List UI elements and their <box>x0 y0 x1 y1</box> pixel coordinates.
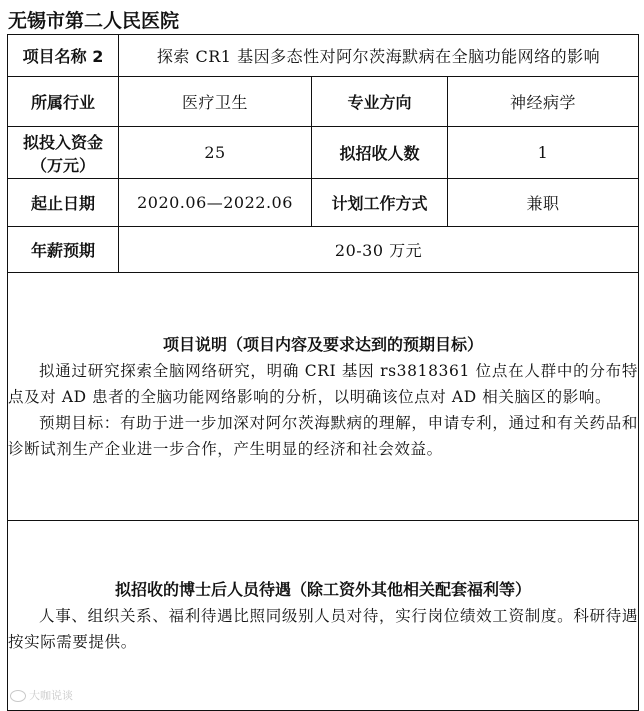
work-mode-label: 计划工作方式 <box>312 179 448 227</box>
dates-value: 2020.06—2022.06 <box>119 179 312 227</box>
recruit-label: 拟招收人数 <box>312 127 448 179</box>
document-title: 无锡市第二人民医院 <box>8 10 180 32</box>
watermark <box>10 687 73 703</box>
row-industry <box>8 77 639 127</box>
funding-label <box>8 127 119 179</box>
description-paragraph-1: 拟通过研究探索全脑网络研究，明确 CRI 基因 rs3818361 位点在人群中的分布特点及对 AD 患者的全脑功能网络影响的分析，以明确该位点对 AD 相关脑区的影响。 <box>8 361 639 406</box>
industry-label: 所属行业 <box>8 77 119 127</box>
industry-value: 医疗卫生 <box>119 77 312 127</box>
project-name-label: 项目名称 2 <box>8 35 119 77</box>
salary-value: 20-30 万元 <box>119 227 639 273</box>
direction-value: 神经病学 <box>448 77 639 127</box>
description-paragraph-2: 预期目标：有助于进一步加深对阿尔茨海默病的理解，申请专利，通过和有关药品和诊断试剂生产企业进一步合作，产生明显的经济和社会效益。 <box>8 413 639 458</box>
description-block <box>8 273 639 521</box>
row-salary <box>8 227 639 273</box>
benefits-block <box>8 521 639 711</box>
recruit-value: 1 <box>448 127 639 179</box>
description-heading: 项目说明（项目内容及要求达到的预期目标） <box>163 334 484 354</box>
dates-label: 起止日期 <box>8 179 119 227</box>
work-mode-value: 兼职 <box>448 179 639 227</box>
salary-label: 年薪预期 <box>8 227 119 273</box>
benefits-heading: 拟招收的博士后人员待遇（除工资外其他相关配套福利等） <box>115 579 532 599</box>
project-name-value: 探索 CR1 基因多态性对阿尔茨海默病在全脑功能网络的影响 <box>119 35 639 77</box>
watermark-logo-icon <box>10 690 26 702</box>
row-description <box>8 273 639 521</box>
row-project-name <box>8 35 639 77</box>
watermark-text: 大咖说谈 <box>29 689 73 702</box>
benefits-paragraph-1: 人事、组织关系、福利待遇比照同级别人员对待，实行岗位绩效工资制度。科研待遇按实际需要提供。 <box>8 606 639 651</box>
row-funding <box>8 127 639 179</box>
funding-label-line1: 拟投入资金 <box>22 132 103 152</box>
funding-label-line2: （万元） <box>30 155 95 175</box>
row-dates <box>8 179 639 227</box>
row-benefits <box>8 521 639 711</box>
direction-label: 专业方向 <box>312 77 448 127</box>
project-form-table <box>7 34 639 711</box>
funding-value: 25 <box>119 127 312 179</box>
